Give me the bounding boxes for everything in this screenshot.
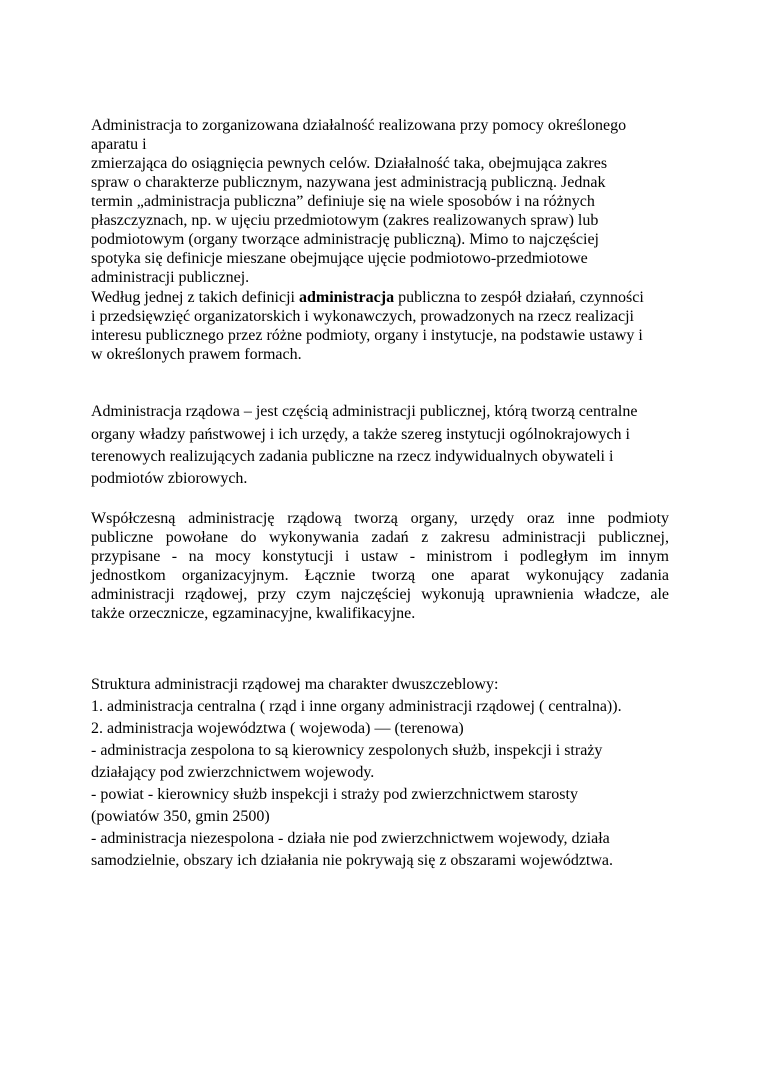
- text-line: administracji publicznej.: [91, 269, 250, 286]
- text-line: także orzecznicze, egzaminacyjne, kwalifikacyjne.: [91, 605, 416, 622]
- list-item: 2. administracja województwa ( wojewoda) — (terenowa): [91, 720, 464, 737]
- text-line: przypisane - na mocy konstytucji i ustaw - ministrom i podległym im innym: [91, 548, 669, 565]
- text-line: spraw o charakterze publicznym, nazywana jest administracją publiczną. Jednak: [91, 174, 606, 191]
- text-line: podmiotów zbiorowych.: [91, 470, 248, 487]
- text-line: w określonych prawem formach.: [91, 346, 302, 363]
- definition-bold-term: administracja: [298, 289, 395, 306]
- text-line: organy władzy państwowej i ich urzędy, a także szereg instytucji ogólnokrajowych i: [91, 426, 630, 443]
- text-line: samodzielnie, obszary ich działania nie pokrywają się z obszarami województwa.: [91, 852, 614, 869]
- text-line: jednostkom organizacyjnym. Łącznie tworzą one aparat wykonujący zadania: [91, 567, 669, 584]
- text-line: terenowych realizujących zadania publiczne na rzecz indywidualnych obywateli i: [91, 448, 614, 465]
- text-line: i przedsięwzięć organizatorskich i wykonawczych, prowadzonych na rzecz realizacji: [91, 308, 634, 325]
- text-line: interesu publicznego przez różne podmioty, organy i instytucje, na podstawie ustawy i: [91, 327, 643, 344]
- text-line: Administracja rządowa – jest częścią administracji publicznej, którą tworzą centralne: [91, 403, 638, 420]
- text-line: spotyka się definicje mieszane obejmujące ujęcie podmiotowo-przedmiotowe: [91, 250, 588, 267]
- text-line: zmierzająca do osiągnięcia pewnych celów. Działalność taka, obejmująca zakres: [91, 155, 608, 172]
- definition-line: [91, 288, 644, 307]
- text-line: Współczesną administrację rządową tworzą organy, urzędy oraz inne podmioty: [91, 510, 669, 527]
- text-line: termin „administracja publiczna” definiuje się na wiele sposobów i na różnych: [91, 193, 595, 210]
- text-line: aparatu i: [91, 136, 147, 153]
- list-item: - administracja zespolona to są kierownicy zespolonych służb, inspekcji i straży: [91, 742, 603, 759]
- text-line: działający pod zwierzchnictwem wojewody.: [91, 764, 375, 781]
- text-line: płaszczyznach, np. w ujęciu przedmiotowym (zakres realizowanych spraw) lub: [91, 212, 599, 229]
- list-item: - administracja niezespolona - działa nie pod zwierzchnictwem wojewody, działa: [91, 830, 610, 847]
- list-item: 1. administracja centralna ( rząd i inne organy administracji rządowej ( centralna)).: [91, 698, 622, 715]
- definition-prefix: Według jednej z takich definicji: [91, 289, 299, 306]
- text-line: publiczne powołane do wykonywania zadań z zakresu administracji publicznej,: [91, 529, 669, 546]
- list-item: - powiat - kierownicy służb inspekcji i straży pod zwierzchnictwem starosty: [91, 786, 578, 803]
- text-line: podmiotowym (organy tworzące administrację publiczną). Mimo to najczęściej: [91, 231, 599, 248]
- text-line: Administracja to zorganizowana działalność realizowana przy pomocy określonego: [91, 117, 627, 134]
- definition-suffix: publiczna to zespół działań, czynności: [394, 289, 644, 306]
- text-line: administracji rządowej, przy czym najczęściej wykonują uprawnienia władcze, ale: [91, 586, 669, 603]
- text-line: (powiatów 350, gmin 2500): [91, 808, 270, 825]
- text-line: Struktura administracji rządowej ma charakter dwuszczeblowy:: [91, 676, 499, 693]
